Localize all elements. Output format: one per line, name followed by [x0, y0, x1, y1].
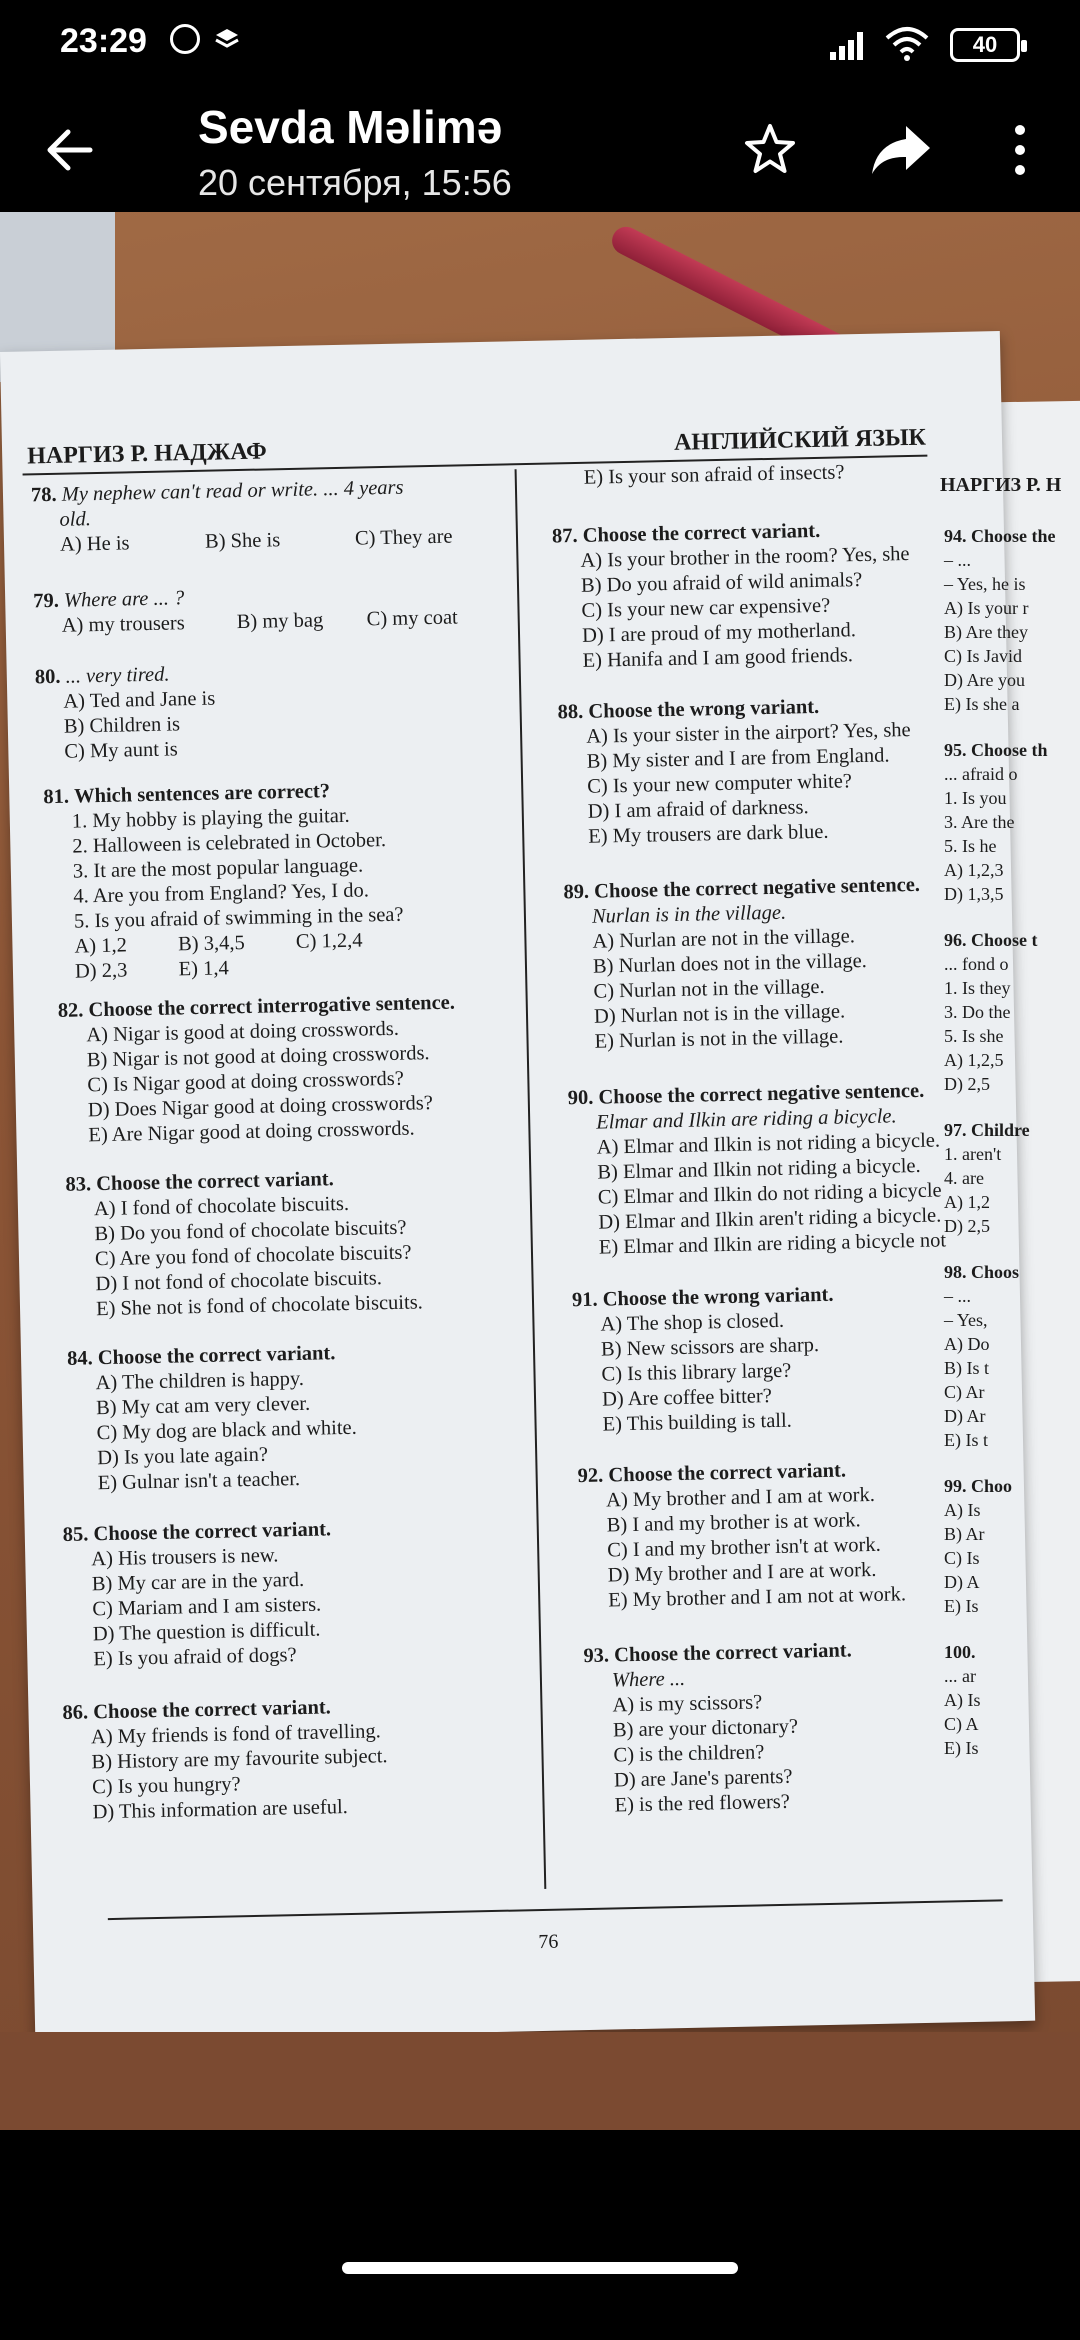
next-page-line: ... ar	[944, 1666, 976, 1686]
more-options-icon[interactable]	[1000, 120, 1040, 180]
next-page-line: 5. Is he	[944, 836, 997, 856]
next-page-line: C) Ar	[944, 1382, 985, 1402]
next-page-line: – ...	[944, 1286, 971, 1306]
message-date: 20 сентября, 15:56	[198, 162, 512, 203]
desk-bottom	[0, 2032, 1080, 2130]
question-91: 91. Choose the wrong variant. A) The shop is closed. B) New scissors are sharp. C) Is this library large? D) Are coffee bitter? E) This building is tall.	[571, 1283, 834, 1436]
alarm-icon	[170, 24, 200, 54]
next-page-line: ... afraid o	[944, 764, 1018, 784]
next-page-line: D) A	[944, 1572, 980, 1592]
left-page-header: НАРГИЗ Р. НАДЖАФ	[26, 438, 268, 470]
star-icon[interactable]	[740, 120, 800, 180]
question-82: 82. Choose the correct interrogative sentence. A) Nigar is good at doing crosswords. B) Nigar is not good at doing crosswords. C) Is Nigar good at doing crosswords? D) Does Nigar good at doing crosswords? E) Are Nigar good at doing crosswords.	[57, 991, 456, 1147]
next-page-line: B) Is t	[944, 1358, 989, 1378]
next-page-line: C) Is	[944, 1548, 980, 1568]
next-page-line: 4. are	[944, 1168, 984, 1188]
question-84: 84. Choose the correct variant. A) The children is happy. B) My cat am very clever. C) My dog are black and white. D) Is you late again? E) Gulnar isn't a teacher.	[66, 1342, 358, 1495]
next-page-line: E) Is t	[944, 1430, 988, 1450]
next-page-line: C) A	[944, 1714, 979, 1734]
question-85: 85. Choose the correct variant. A) His trousers is new. B) My car are in the yard. C) Mariam and I am sisters. D) The question is difficult. E) Is you afraid of dogs?	[62, 1518, 332, 1671]
battery-icon	[950, 28, 1020, 62]
question-86: 86. Choose the correct variant. A) My friends is fond of travelling. B) History are my favourite subject. C) Is you hungry? D) This information are useful.	[62, 1696, 388, 1824]
next-page-line: E) Is	[944, 1596, 979, 1616]
question-93: 93. Choose the correct variant. Where ... A) is my scissors? B) are your dictonary? C) is the children? D) are Jane's parents? E) is the red flowers?	[583, 1639, 852, 1817]
next-page-line: A) 1,2,5	[944, 1050, 1004, 1070]
question-86-e: E) Is your son afraid of insects?	[583, 461, 845, 489]
next-page-line: A) Do	[944, 1334, 990, 1354]
status-bar	[0, 0, 1080, 90]
back-arrow-icon[interactable]	[40, 120, 100, 180]
next-page-line: A) Is	[944, 1690, 981, 1710]
next-page-line: ... fond o	[944, 954, 1009, 974]
sender-name: Sevda Məlimə	[198, 101, 503, 153]
status-notification-icons	[170, 24, 240, 54]
next-page-line: 98. Choos	[944, 1262, 1020, 1282]
next-page-line: A) Is	[944, 1500, 981, 1520]
question-89: 89. Choose the correct negative sentence. Nurlan is in the village. A) Nurlan are not in the village. B) Nurlan does not in the village. C) Nurlan not in the village. D) Nurlan not is in the village. E) Nurlan is not in the village.	[563, 873, 921, 1053]
next-page-line: – Yes, he is	[944, 574, 1026, 594]
next-page-line: B) Are they	[944, 622, 1028, 642]
question-92: 92. Choose the correct variant. A) My brother and I am at work. B) I and my brother is at work. C) I and my brother isn't at work. D) My brother and I are at work. E) My brother and I am not at work.	[577, 1459, 907, 1612]
next-page-line: 94. Choose the	[944, 526, 1056, 546]
next-page-line: A) Is your r	[944, 598, 1029, 618]
book-page	[0, 331, 1035, 2042]
next-page-line: 5. Is she	[944, 1026, 1004, 1046]
next-page-column	[944, 524, 1056, 1760]
next-page-line: D) Are you	[944, 670, 1025, 690]
signal-icon	[830, 30, 870, 60]
next-page-line: C) Is Javid	[944, 646, 1022, 666]
forward-icon[interactable]	[870, 122, 932, 178]
layers-icon	[214, 27, 240, 53]
next-page-line: 3. Do the	[944, 1002, 1011, 1022]
next-page-line: 1. aren't	[944, 1144, 1002, 1164]
media-viewer-header	[0, 90, 1080, 210]
next-page-line: – Yes,	[944, 1310, 988, 1330]
next-page-line: E) Is she a	[944, 694, 1020, 714]
next-page-line: 99. Choo	[944, 1476, 1013, 1496]
question-80: 80. ... very tired. A) Ted and Jane is B) Children is C) My aunt is	[34, 663, 216, 763]
battery-level: 40	[972, 32, 998, 57]
next-page-line: E) Is	[944, 1738, 979, 1758]
page-number: 76	[538, 1930, 559, 1954]
question-78: 78. My nephew can't read or write. ... 4 years old. A) He is B) She is C) They are	[30, 476, 453, 556]
right-page-header: АНГЛИЙСКИЙ ЯЗЫК	[673, 424, 927, 456]
question-81: 81. Which sentences are correct? 1. My hobby is playing the guitar. 2. Halloween is celebrated in October. 3. It are the most popular language. 4. Are you from England? Yes, I do. 5. Is you afraid of swimming in the sea? A) 1,2 B) 3,4,5 C) 1,2,4 D) 2,3 E) 1,4	[43, 780, 404, 983]
next-page-line: D) Ar	[944, 1406, 986, 1426]
next-page-line: B) Ar	[944, 1524, 985, 1544]
next-page-line: 95. Choose th	[944, 740, 1048, 760]
question-90: 90. Choose the correct negative sentence. Elmar and Ilkin are riding a bicycle. A) Elmar and Ilkin is not riding a bicycle. B) Elmar and Ilkin not riding a bicycle. C) Elmar and Ilkin do not riding a bicycle D) Elmar and Ilkin aren't riding a bicycle. E) Elmar and Ilkin are riding a bicycle not	[567, 1079, 947, 1259]
next-page-line: – ...	[944, 550, 971, 570]
next-page-line: 96. Choose t	[944, 930, 1038, 950]
next-page-line: A) 1,2,3	[944, 860, 1004, 880]
status-time: 23:29	[60, 22, 147, 60]
column-divider	[515, 469, 547, 1889]
next-page-line: 97. Childre	[944, 1120, 1030, 1140]
next-page-line: 100.	[944, 1642, 976, 1662]
next-page-line: 3. Are the	[944, 812, 1015, 832]
photo-viewer[interactable]	[0, 212, 1080, 2130]
question-83: 83. Choose the correct variant. A) I fond of chocolate biscuits. B) Do you fond of chocolate biscuits? C) Are you fond of chocolate biscuits? D) I not fond of chocolate biscuits. E) She not is fond of chocolate biscuits.	[65, 1168, 424, 1321]
next-page-line: A) 1,2	[944, 1192, 990, 1212]
next-page-line: D) 1,3,5	[944, 884, 1004, 904]
wifi-icon	[884, 26, 930, 62]
next-page-line: 1. Is you	[944, 788, 1007, 808]
footer-rule	[108, 1899, 1003, 1920]
question-88: 88. Choose the wrong variant. A) Is your sister in the airport? Yes, she B) My sister and I are from England. C) Is your new computer white? D) I am afraid of darkness. E) My trousers are dark blue.	[557, 695, 911, 848]
next-page-header: НАРГИЗ Р. Н	[940, 474, 1062, 496]
question-79: 79. Where are ... ? A) my trousers B) my bag C) my coat	[32, 587, 458, 637]
next-page-line: 1. Is they	[944, 978, 1011, 998]
next-page-line: D) 2,5	[944, 1216, 990, 1236]
question-87: 87. Choose the correct variant. A) Is your brother in the room? Yes, she B) Do you afraid of wild animals? C) Is your new car expensive? D) I are proud of my motherland. E) Hanifa and I am good friends.	[551, 519, 910, 672]
home-indicator[interactable]	[342, 2262, 738, 2274]
next-page-line: D) 2,5	[944, 1074, 990, 1094]
